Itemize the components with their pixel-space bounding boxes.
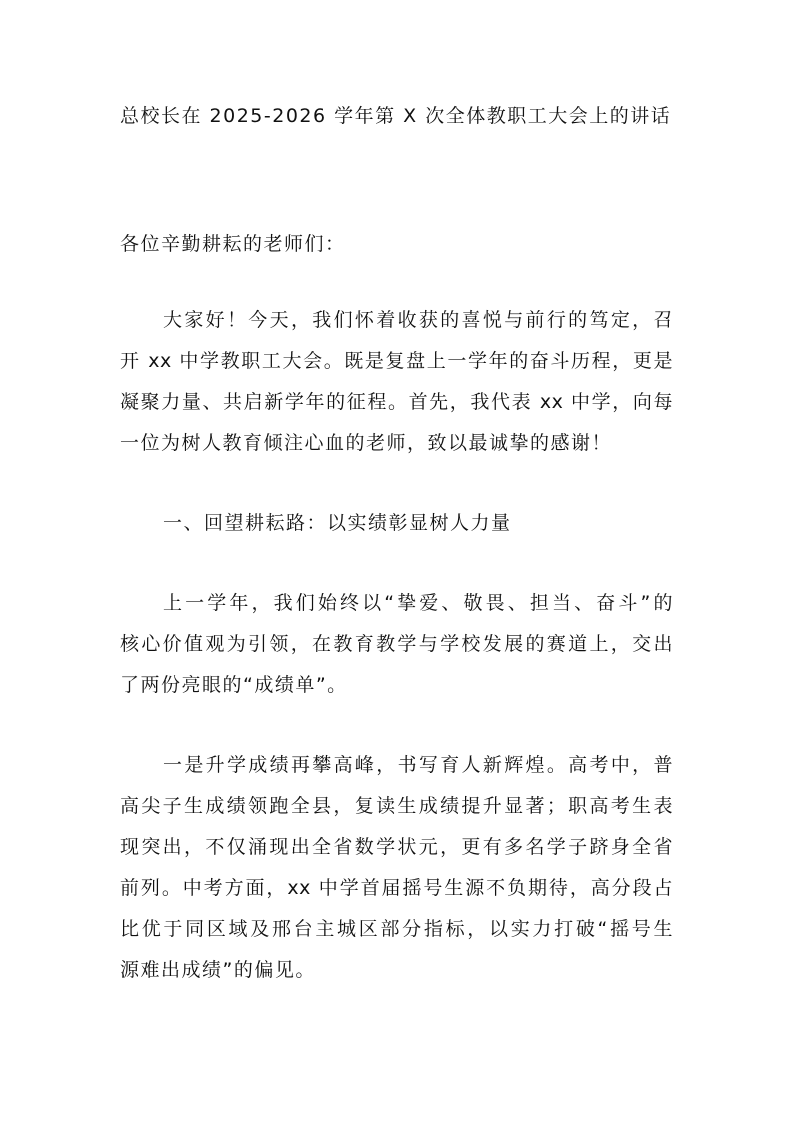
paragraph-line: 核心价值观为引领，在教育教学与学校发展的赛道上，交出 — [120, 633, 673, 655]
paragraph-line: 高尖子生成绩领跑全县，复读生成绩提升显著；职高考生表 — [120, 795, 673, 817]
document-title: 总校长在 2025-2026 学年第 X 次全体教职工大会上的讲话 — [120, 105, 672, 127]
paragraph-line: 比优于同区域及邢台主城区部分指标，以实力打破“摇号生 — [120, 918, 673, 940]
paragraph-line: 源难出成绩”的偏见。 — [120, 959, 316, 981]
paragraph-line: 现突出，不仅涌现出全省数学状元，更有多名学子跻身全省 — [120, 836, 673, 858]
paragraph-line: 了两份亮眼的“成绩单”。 — [120, 674, 348, 696]
paragraph-line: 大家好！今天，我们怀着收获的喜悦与前行的笃定，召 — [163, 309, 673, 331]
paragraph-line: 开 xx 中学教职工大会。既是复盘上一学年的奋斗历程，更是 — [120, 350, 673, 372]
section-heading: 一、回望耕耘路：以实绩彰显树人力量 — [163, 512, 512, 534]
greeting: 各位辛勤耕耘的老师们： — [120, 233, 346, 255]
paragraph-line: 一位为树人教育倾注心血的老师，致以最诚挚的感谢！ — [120, 432, 613, 454]
paragraph-line: 前列。中考方面，xx 中学首届摇号生源不负期待，高分段占 — [120, 877, 673, 899]
paragraph-line: 一是升学成绩再攀高峰，书写育人新辉煌。高考中，普 — [163, 754, 673, 776]
paragraph-line: 上一学年，我们始终以“挚爱、敬畏、担当、奋斗”的 — [163, 592, 673, 614]
paragraph-line: 凝聚力量、共启新学年的征程。首先，我代表 xx 中学，向每 — [120, 391, 673, 413]
